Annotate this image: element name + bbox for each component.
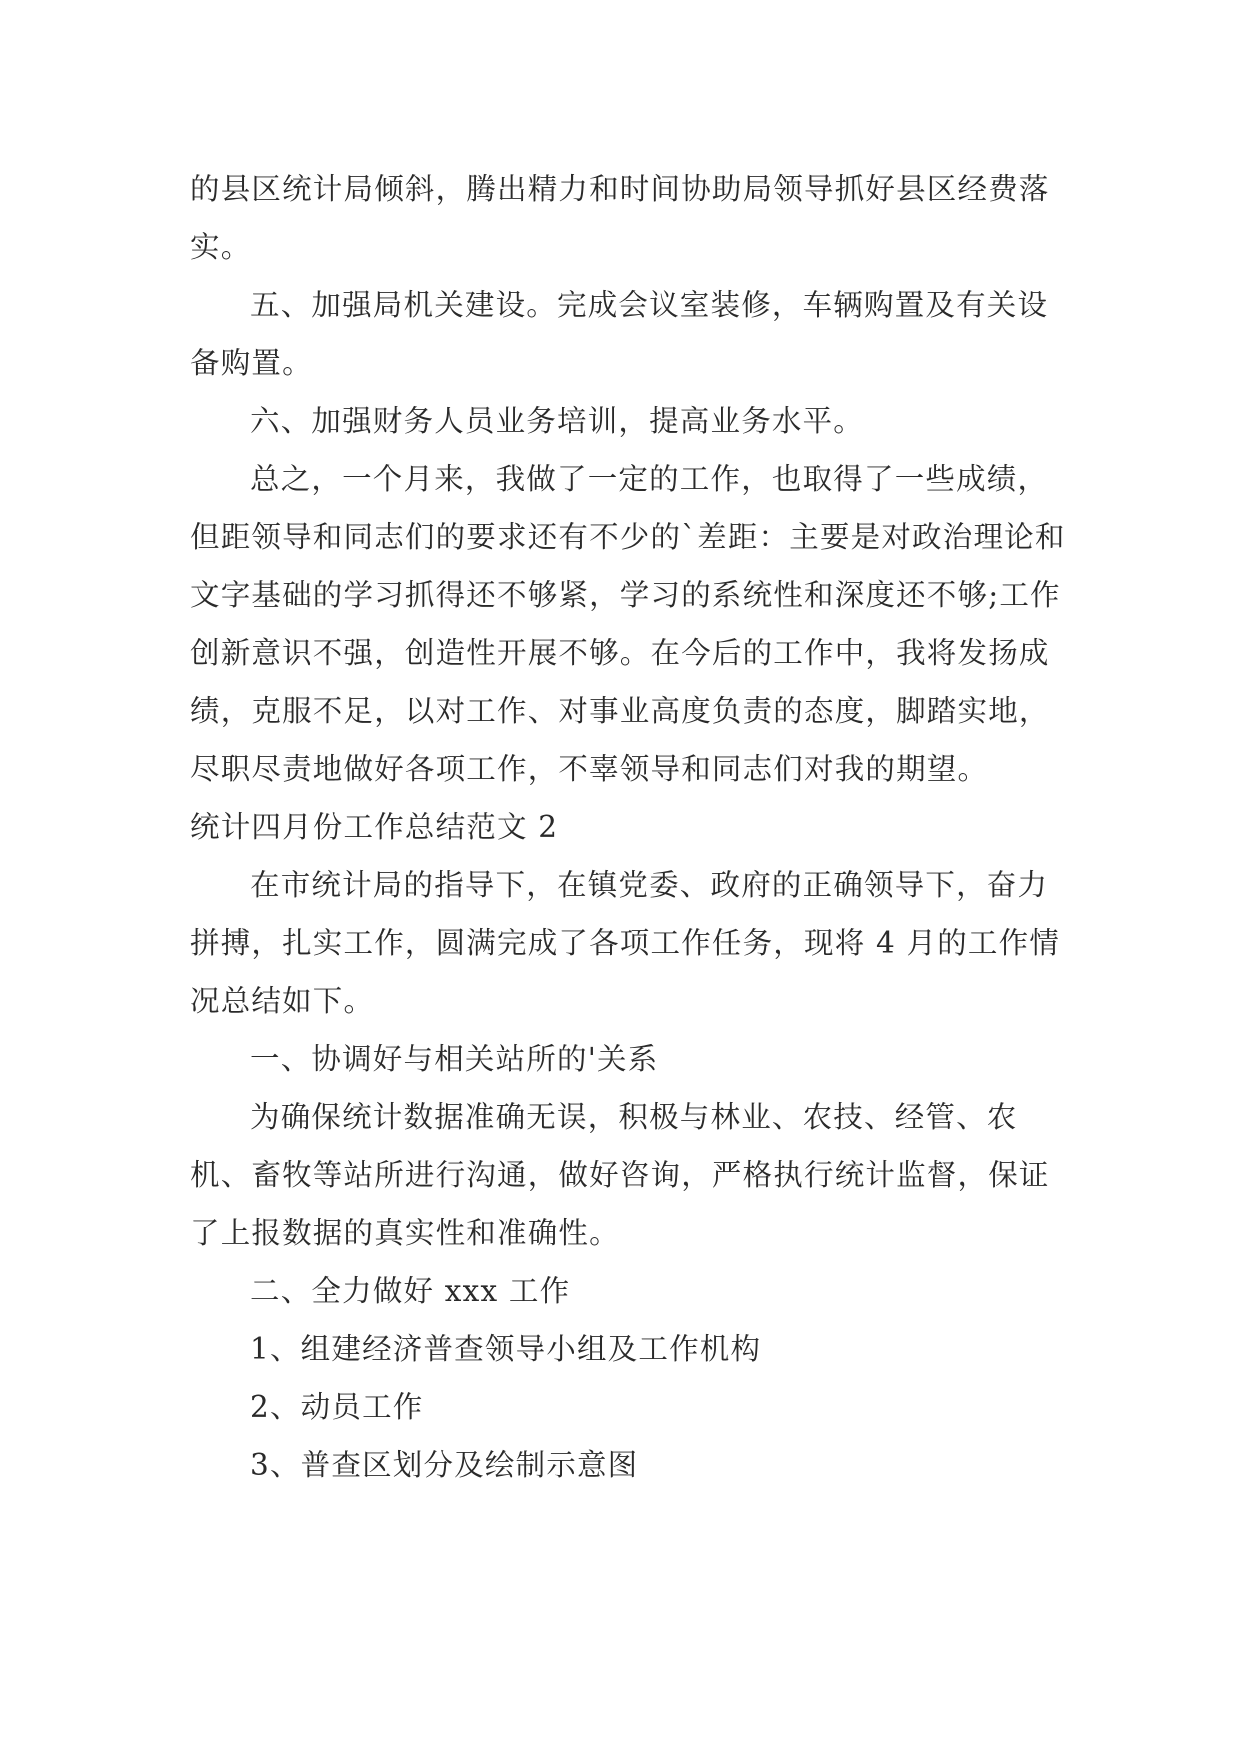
paragraph-continuation: 的县区统计局倾斜，腾出精力和时间协助局领导抓好县区经费落实。: [190, 172, 1050, 264]
subheading-two: 二、全力做好 xxx 工作: [250, 1274, 571, 1308]
list-item-3: 3、普查区划分及绘制示意图: [250, 1448, 639, 1482]
list-item-2: 2、动员工作: [250, 1390, 424, 1424]
paragraph-summary: 总之，一个月来，我做了一定的工作，也取得了一些成绩，但距领导和同志们的要求还有不少的`差距：主要是对政治理论和文字基础的学习抓得还不够紧，学习的系统性和深度还不够;工作创新意识不强，创造性开展不够。在今后的工作中，我将发扬成绩，克服不足，以对工作、对事业高度负责的态度，脚踏实地，尽职尽责地做好各项工作，不辜领导和同志们对我的期望。: [190, 462, 1066, 786]
paragraph-item-five: 五、加强局机关建设。完成会议室装修，车辆购置及有关设备购置。: [190, 288, 1049, 380]
subheading-one: 一、协调好与相关站所的'关系: [250, 1042, 659, 1076]
section-heading: 统计四月份工作总结范文 2: [190, 810, 559, 844]
paragraph-intro: 在市统计局的指导下，在镇党委、政府的正确领导下，奋力拼搏，扎实工作，圆满完成了各项工作任务，现将 4 月的工作情况总结如下。: [190, 868, 1061, 1018]
document-body: [190, 160, 1070, 1494]
list-item-1: 1、组建经济普查领导小组及工作机构: [250, 1332, 762, 1366]
paragraph-item-six: 六、加强财务人员业务培训，提高业务水平。: [250, 404, 865, 438]
paragraph-coordination: 为确保统计数据准确无误，积极与林业、农技、经管、农机、畜牧等站所进行沟通，做好咨询，严格执行统计监督，保证了上报数据的真实性和准确性。: [190, 1100, 1050, 1250]
